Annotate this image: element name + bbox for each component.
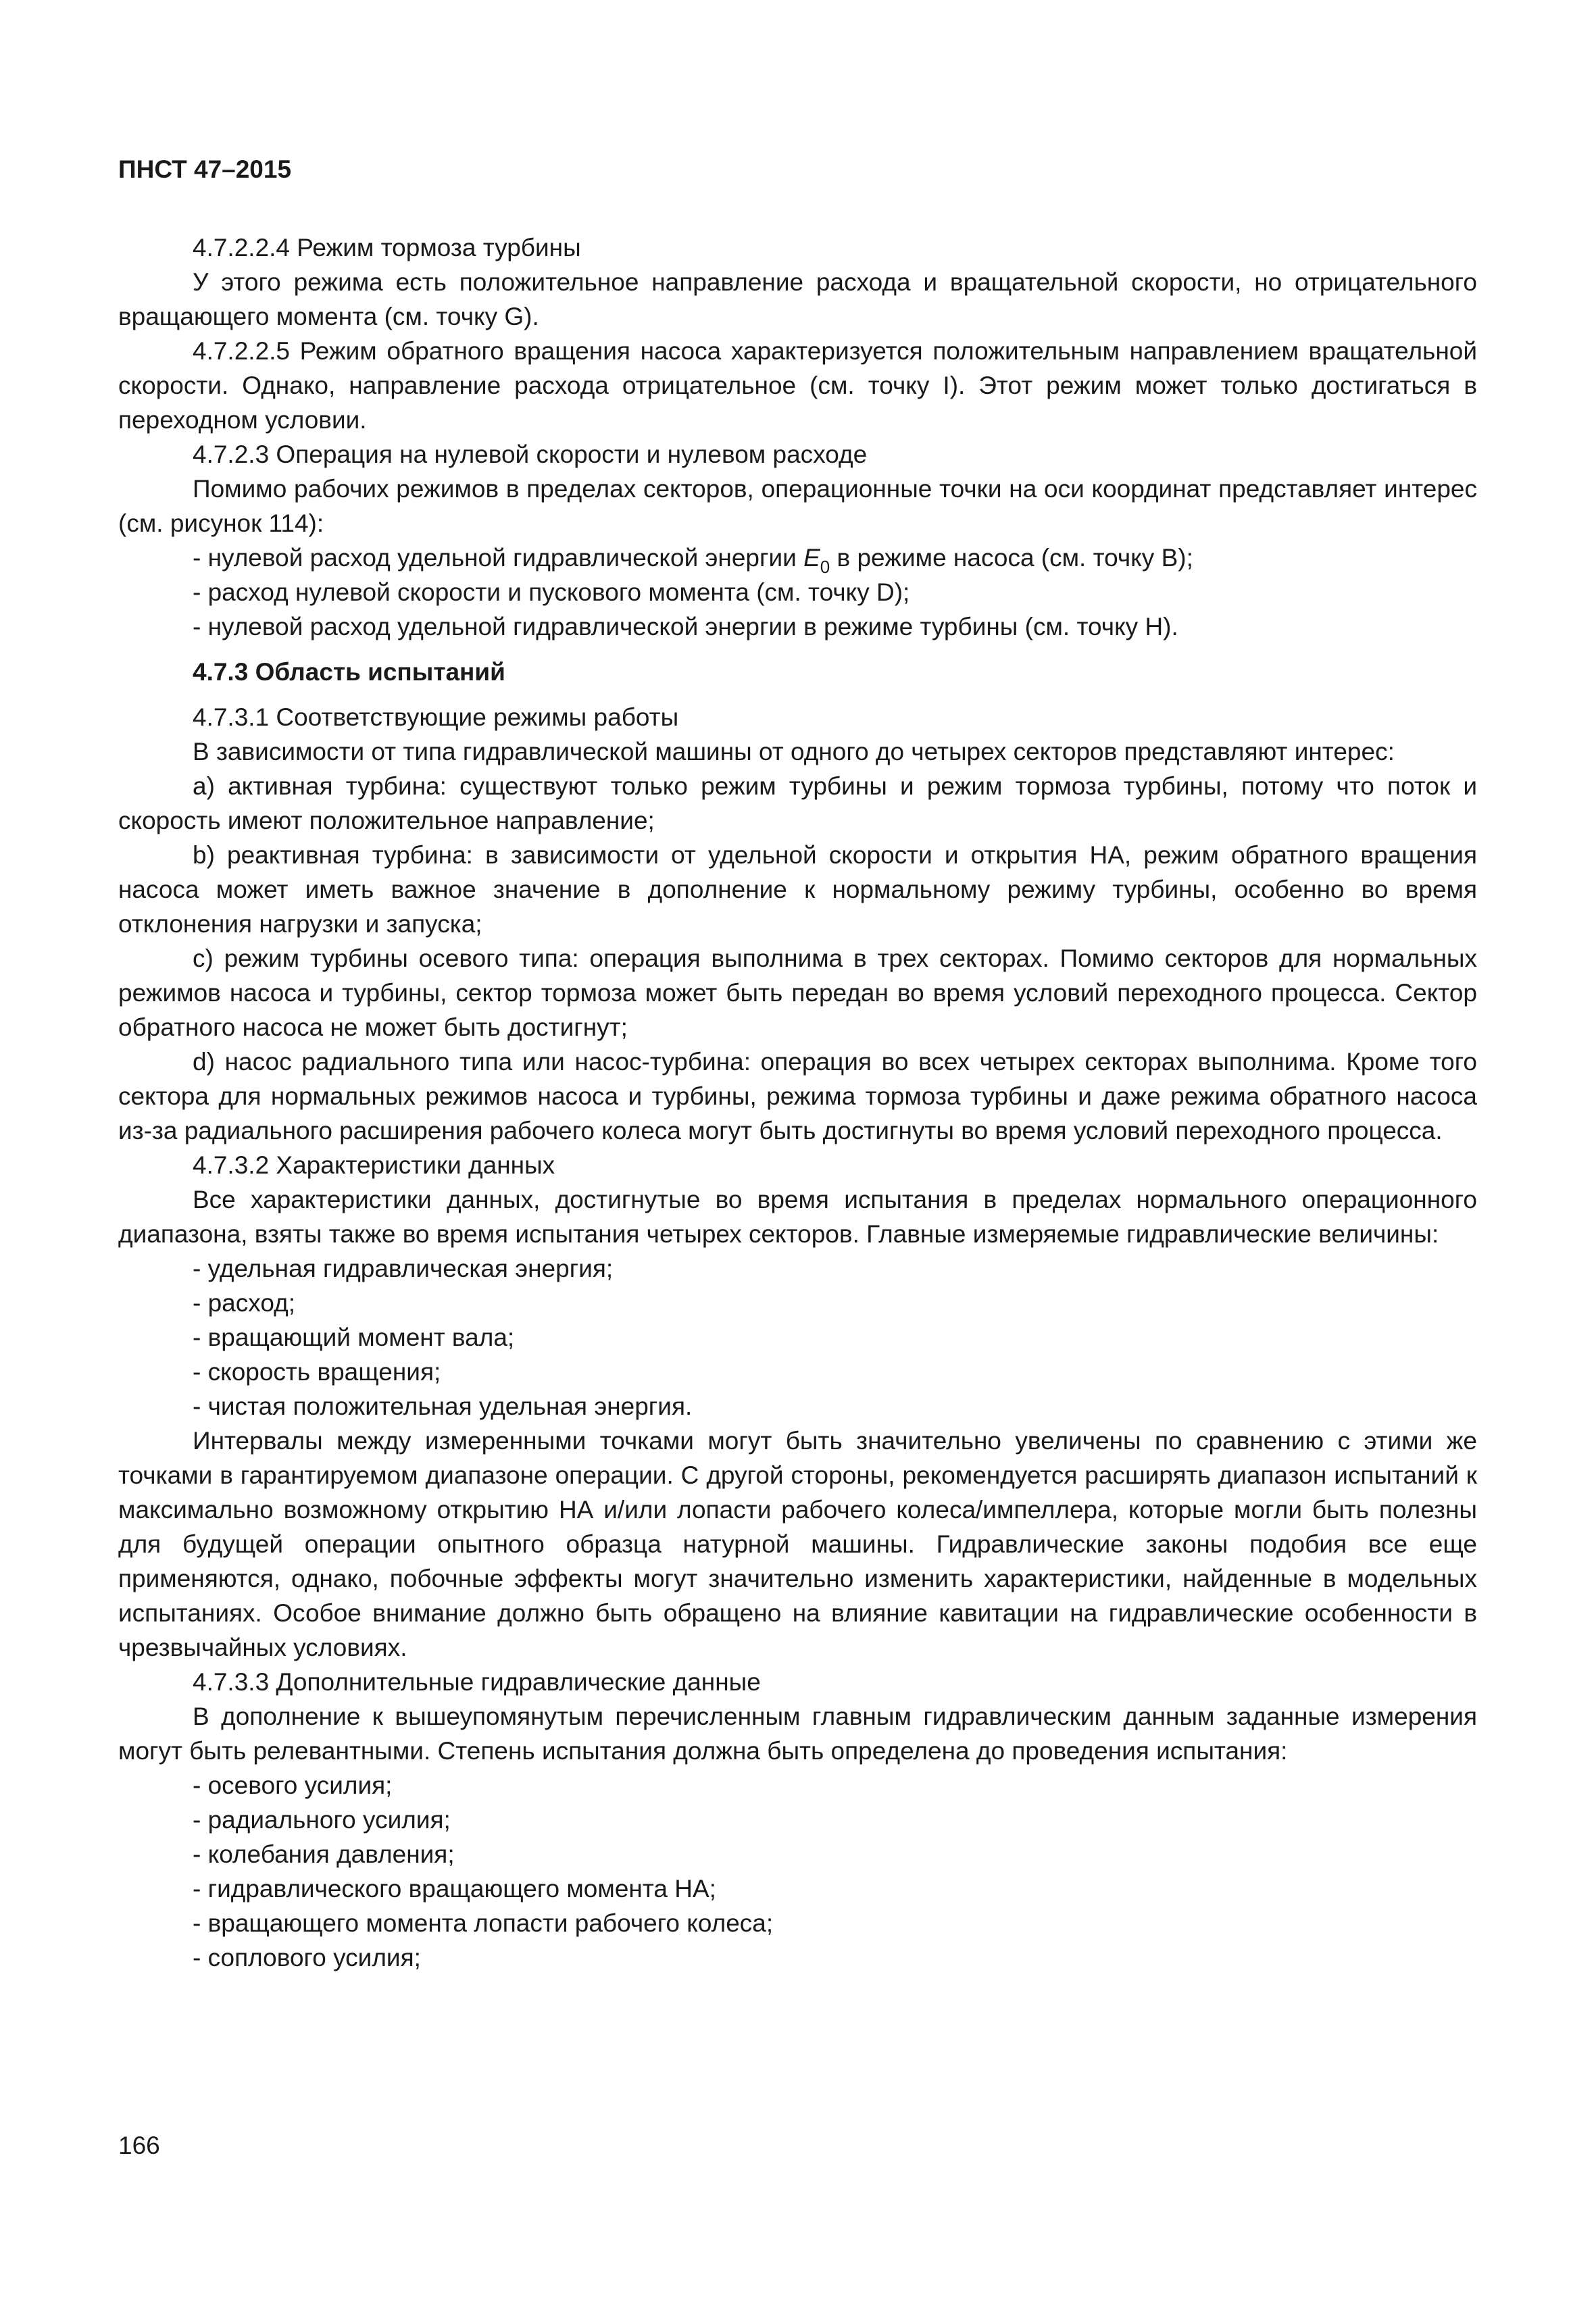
paragraph: Все характеристики данных, достигнутые во время испытания в пределах нормального операционного диапазона, взяты также во время испытания четырех секторов. Главные измеряемые гидравлические величины: xyxy=(118,1186,1477,1248)
paragraph: Помимо рабочих режимов в пределах секторов, операционные точки на оси координат представляет интерес (см. рисунок 114): xyxy=(118,475,1477,537)
paragraph: a) активная турбина: существуют только режим турбины и режим тормоза турбины, потому что поток и скорость имеют положительное направление; xyxy=(118,772,1477,834)
section-heading: 4.7.3 Область испытаний xyxy=(193,658,505,686)
document-body xyxy=(118,230,1477,1975)
paragraph: b) реактивная турбина: в зависимости от удельной скорости и открытия НА, режим обратного вращения насоса может иметь важное значение в дополнение к нормальному режиму турбины, особенно во время отклонения нагрузки и запуска; xyxy=(118,841,1477,938)
list-item: - нулевой расход удельной гидравлической энергии в режиме турбины (см. точку H). xyxy=(193,613,1178,640)
symbol-e: E xyxy=(803,544,820,572)
paragraph: c) режим турбины осевого типа: операция выполнима в трех секторах. Помимо секторов для нормальных режимов насоса и турбины, сектор тормоза может быть передан во время условий переходного процесса. Сектор обратного насоса не может быть достигнут; xyxy=(118,945,1477,1041)
list-item: - гидравлического вращающего момента НА; xyxy=(193,1875,716,1903)
list-item: - вращающий момент вала; xyxy=(193,1324,515,1351)
list-item: - расход; xyxy=(193,1289,295,1317)
document-id: ПНСТ 47–2015 xyxy=(118,155,292,183)
clause-heading: 4.7.3.3 Дополнительные гидравлические данные xyxy=(193,1668,761,1696)
clause-heading: 4.7.2.2.4 Режим тормоза турбины xyxy=(193,234,581,261)
list-item: - осевого усилия; xyxy=(193,1771,393,1799)
paragraph: У этого режима есть положительное направление расхода и вращательной скорости, но отрицательного вращающего момента (см. точку G). xyxy=(118,268,1477,330)
paragraph: В зависимости от типа гидравлической машины от одного до четырех секторов представляют интерес: xyxy=(193,738,1395,765)
list-item: - расход нулевой скорости и пускового момента (см. точку D); xyxy=(193,578,910,606)
page-number: 166 xyxy=(118,2132,160,2159)
paragraph: d) насос радиального типа или насос-турбина: операция во всех четырех секторах выполнима. Кроме того сектора для нормальных режимов насоса и турбины, режима тормоза турбины и даже режима обратного насоса из-за радиального расширения рабочего колеса могут быть достигнуты во время условий переходного процесса. xyxy=(118,1048,1477,1145)
list-item-text: - нулевой расход удельной гидравлической энергии xyxy=(193,544,804,572)
paragraph: 4.7.2.2.5 Режим обратного вращения насоса характеризуется положительным направлением вращательной скорости. Однако, направление расхода отрицательное (см. точку I). Этот режим может только достигаться в переходном условии. xyxy=(118,337,1477,434)
list-item: - колебания давления; xyxy=(193,1840,455,1868)
paragraph: Интервалы между измеренными точками могут быть значительно увеличены по сравнению с этими же точками в гарантируемом диапазоне операции. С другой стороны, рекомендуется расширять диапазон испытаний к максимально возможному открытию НА и/или лопасти рабочего колеса/импеллера, которые могли быть полезны для будущей операции опытного образца натурной машины. Гидравлические законы подобия все еще применяются, однако, побочные эффекты могут значительно изменить характеристики, найденные в модельных испытаниях. Особое внимание должно быть обращено на влияние кавитации на гидравлические особенности в чрезвычайных условиях. xyxy=(118,1427,1477,1661)
list-item: - скорость вращения; xyxy=(193,1358,441,1386)
list-item-text: в режиме насоса (см. точку B); xyxy=(830,544,1193,572)
list-item: - вращающего момента лопасти рабочего колеса; xyxy=(193,1909,774,1937)
symbol-subscript: 0 xyxy=(820,557,830,577)
list-item: - чистая положительная удельная энергия. xyxy=(193,1392,693,1420)
clause-heading: 4.7.3.1 Соответствующие режимы работы xyxy=(193,703,679,731)
list-item: - удельная гидравлическая энергия; xyxy=(193,1255,614,1282)
paragraph: В дополнение к вышеупомянутым перечисленным главным гидравлическим данным заданные измерения могут быть релевантными. Степень испытания должна быть определена до проведения испытания: xyxy=(118,1703,1477,1765)
clause-heading: 4.7.2.3 Операция на нулевой скорости и нулевом расходе xyxy=(193,441,868,468)
list-item: - соплового усилия; xyxy=(193,1944,421,1971)
list-item xyxy=(118,540,1477,575)
clause-heading: 4.7.3.2 Характеристики данных xyxy=(193,1151,555,1179)
list-item: - радиального усилия; xyxy=(193,1806,451,1834)
